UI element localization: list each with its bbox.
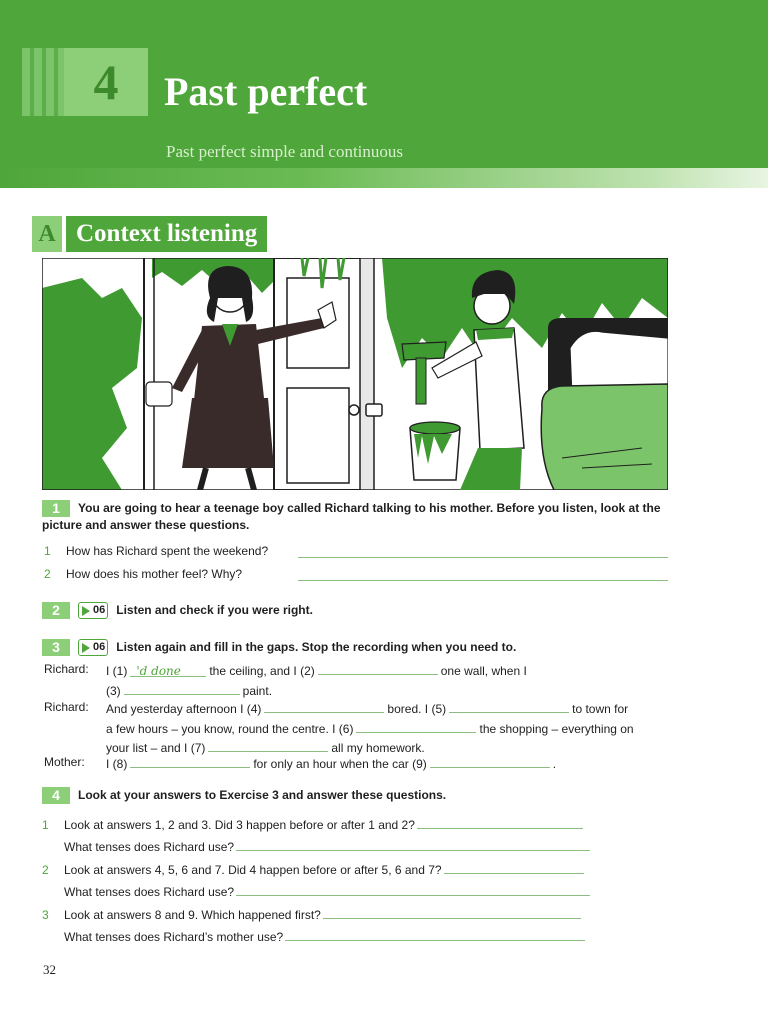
question-text: How has Richard spent the weekend?: [66, 544, 269, 558]
speaker-richard-2: Richard:: [44, 700, 89, 714]
exercise-2-number: 2: [42, 602, 70, 619]
exercise-1-instruction: [42, 500, 672, 534]
exercise-2-text: Listen and check if you were right.: [116, 603, 313, 617]
exercise-2-instruction: [42, 602, 313, 619]
exercise-4-text: Look at your answers to Exercise 3 and answer these questions.: [78, 788, 447, 802]
answer-line[interactable]: [298, 544, 668, 558]
exercise-3-instruction: [42, 639, 516, 656]
answer-line[interactable]: [417, 815, 583, 829]
exercise-4-number: 4: [42, 787, 70, 804]
question-text: How does his mother feel? Why?: [66, 567, 243, 581]
chapter-stripes: [22, 48, 70, 116]
speaker-mother: Mother:: [44, 755, 85, 769]
exercise-1-number: 1: [42, 500, 70, 517]
answer-line[interactable]: [298, 567, 668, 581]
exercise-4-item-1-follow: [64, 837, 604, 856]
answer-line[interactable]: [236, 882, 590, 896]
gap-1-answer: 'd done: [136, 664, 181, 678]
exercise-1-question-1: [44, 543, 670, 560]
exercise-4-item-3-follow: [64, 927, 604, 946]
answer-line[interactable]: [323, 905, 581, 919]
section-letter: A: [32, 216, 62, 252]
question-number: 1: [42, 818, 49, 832]
answer-line[interactable]: [444, 860, 584, 874]
page-number: 32: [43, 962, 56, 977]
header-fade: [0, 168, 768, 188]
gap-2[interactable]: [318, 661, 438, 675]
gap-4[interactable]: [264, 699, 384, 713]
gap-8[interactable]: [130, 754, 250, 768]
chapter-number: 4: [64, 48, 148, 116]
exercise-3-number: 3: [42, 639, 70, 656]
richard-line-1: I (1) 'd done the ceiling, and I (2) one wall, when I (3) paint.: [106, 661, 666, 700]
answer-line[interactable]: [285, 927, 585, 941]
richard-line-2: And yesterday afternoon I (4) bored. I (5) to town for a few hours – you know, round the centre. I (6) the shopping – everything on your list – and I (7) all my homework.: [106, 699, 666, 758]
exercise-4-item-2-follow: [64, 882, 604, 901]
exercise-1-question-2: [44, 566, 670, 583]
answer-line[interactable]: [236, 837, 590, 851]
gap-7[interactable]: [208, 738, 328, 752]
gap-3[interactable]: [124, 681, 240, 695]
gap-6[interactable]: [356, 719, 476, 733]
section-title: Context listening: [66, 216, 267, 252]
mother-line: I (8) for only an hour when the car (9) .: [106, 754, 666, 774]
chapter-title: Past perfect: [164, 69, 368, 114]
exercise-1-instruction-line-2: picture and answer these questions.: [42, 518, 250, 533]
gap-1[interactable]: [130, 663, 206, 677]
question-text: Look at answers 1, 2 and 3. Did 3 happen before or after 1 and 2?: [64, 818, 415, 832]
gap-5[interactable]: [449, 699, 569, 713]
chapter-subtitle: Past perfect simple and continuous: [166, 142, 404, 161]
question-text: Look at answers 4, 5, 6 and 7. Did 4 happen before or after 5, 6 and 7?: [64, 863, 442, 877]
exercise-4-item-3: [42, 905, 602, 924]
exercise-4-item-2: [42, 860, 602, 879]
question-number: 2: [44, 567, 51, 581]
audio-track-button[interactable]: 06: [78, 639, 108, 656]
question-number: 2: [42, 863, 49, 877]
audio-track-button[interactable]: 06: [78, 602, 108, 619]
follow-question: What tenses does Richard use?: [64, 885, 235, 899]
question-number: 3: [42, 908, 49, 922]
follow-question: What tenses does Richard use?: [64, 840, 235, 854]
exercise-4-instruction: [42, 787, 446, 804]
exercise-3-text: Listen again and fill in the gaps. Stop the recording when you need to.: [116, 640, 517, 654]
section-heading: [32, 216, 267, 252]
play-icon: [82, 643, 90, 653]
play-icon: [82, 606, 90, 616]
illustration-painting-scene: [42, 258, 668, 490]
speaker-richard-1: Richard:: [44, 662, 89, 676]
exercise-1-instruction-line-1: You are going to hear a teenage boy called Richard talking to his mother. Before you listen, look at the: [78, 501, 661, 515]
exercise-4-item-1: [42, 815, 602, 834]
question-number: 1: [44, 544, 51, 558]
gap-9[interactable]: [430, 754, 550, 768]
question-text: Look at answers 8 and 9. Which happened first?: [64, 908, 321, 922]
follow-question: What tenses does Richard’s mother use?: [64, 930, 284, 944]
